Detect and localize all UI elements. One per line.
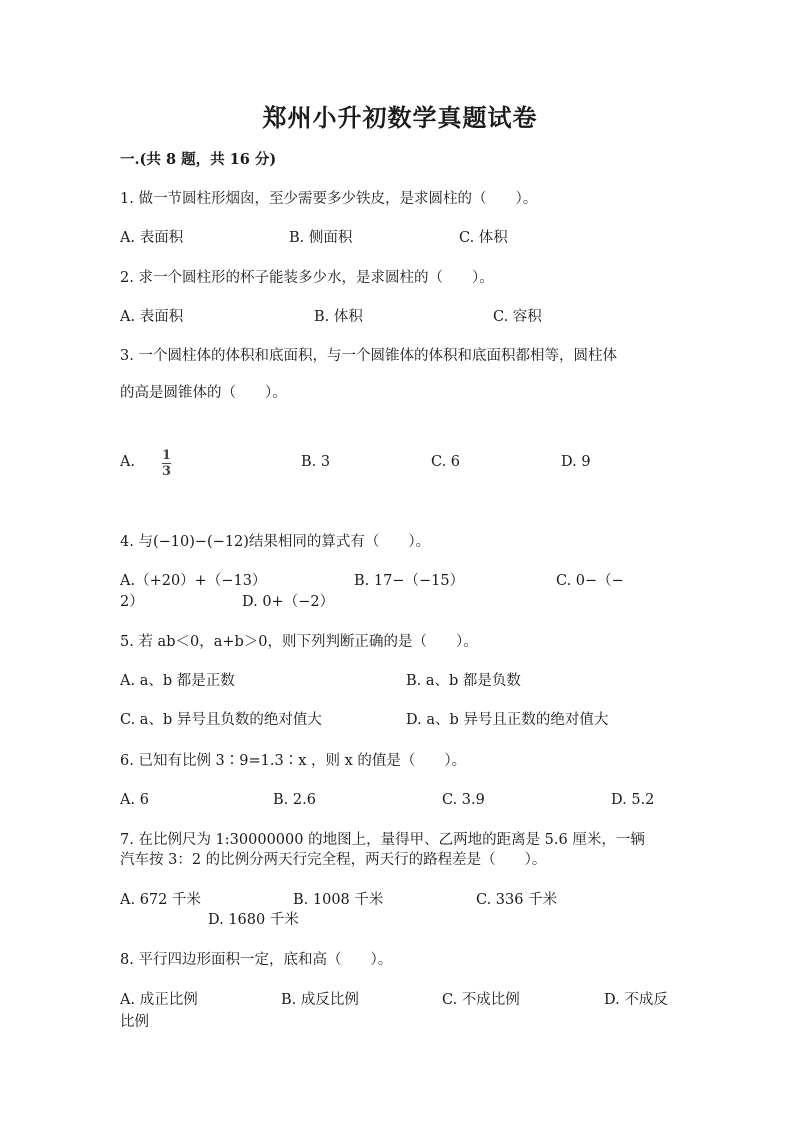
question-5-option-c: C. a、b 异号且负数的绝对值大 [120, 712, 322, 728]
question-6-option-a: A. 6 [120, 792, 149, 808]
question-3-stem-line-1: 3. 一个圆柱体的体积和底面积，与一个圆锥体的体积和底面积都相等，圆柱体 [120, 348, 617, 364]
question-5-option-b: B. a、b 都是负数 [406, 673, 521, 689]
question-7-stem-line-2: 汽车按 3：2 的比例分两天行完全程，两天行的路程差是（ ）。 [120, 852, 547, 868]
question-7-option-a: A. 672 千米 [120, 892, 201, 908]
question-1-option-c: C. 体积 [459, 230, 508, 246]
question-3-option-d: D. 9 [561, 454, 591, 470]
question-5-option-a: A. a、b 都是正数 [120, 673, 235, 689]
question-8-option-a: A. 成正比例 [120, 992, 198, 1008]
question-8-stem: 8. 平行四边形面积一定，底和高（ ）。 [120, 952, 393, 968]
question-3-option-b: B. 3 [301, 454, 331, 470]
question-3-option-c: C. 6 [431, 454, 461, 470]
question-8-option-c: C. 不成比例 [442, 992, 520, 1008]
question-4-option-c-continued: 2） [120, 594, 144, 610]
question-7-option-c: C. 336 千米 [476, 892, 558, 908]
fraction-one-third [162, 449, 171, 478]
question-1-option-a: A. 表面积 [120, 230, 184, 246]
question-8-option-d-continued: 比例 [120, 1014, 149, 1030]
question-3-stem-line-2: 的高是圆锥体的（ ）。 [120, 385, 287, 401]
question-5-stem: 5. 若 ab＜0，a+b＞0，则下列判断正确的是（ ）。 [120, 634, 478, 650]
page-title: 郑州小升初数学真题试卷 [262, 103, 538, 132]
question-2-option-a: A. 表面积 [120, 309, 184, 325]
question-4-option-d: D. 0+（−2） [242, 594, 335, 610]
question-6-option-c: C. 3.9 [442, 792, 485, 808]
question-1-option-b: B. 侧面积 [289, 230, 353, 246]
question-7-stem-line-1: 7. 在比例尺为 1:30000000 的地图上，量得甲、乙两地的距离是 5.6 厘米，一辆 [120, 832, 645, 848]
question-5-option-d: D. a、b 异号且正数的绝对值大 [406, 712, 609, 728]
question-8-option-d: D. 不成反 [604, 992, 668, 1008]
question-3-option-a: A. [120, 454, 136, 470]
fraction-denominator: 3 [162, 464, 172, 479]
question-4-stem: 4. 与(−10)−(−12)结果相同的算式有（ ）。 [120, 534, 431, 550]
question-2-option-b: B. 体积 [314, 309, 363, 325]
section-heading: 一.(共 8 题，共 16 分) [120, 151, 277, 168]
question-2-stem: 2. 求一个圆柱形的杯子能装多少水，是求圆柱的（ ）。 [120, 270, 494, 286]
question-1-stem: 1. 做一节圆柱形烟囱，至少需要多少铁皮，是求圆柱的（ ）。 [120, 191, 538, 207]
question-6-stem: 6. 已知有比例 3∶9=1.3∶x ，则 x 的值是（ ）。 [120, 753, 467, 769]
question-2-option-c: C. 容积 [493, 309, 542, 325]
question-4-option-b: B. 17−（−15） [354, 573, 465, 589]
question-8-option-b: B. 成反比例 [281, 992, 359, 1008]
fraction-numerator: 1 [162, 448, 172, 463]
question-7-option-d: D. 1680 千米 [208, 912, 299, 928]
question-6-option-d: D. 5.2 [611, 792, 655, 808]
question-4-option-c: C. 0−（− [556, 573, 624, 589]
question-7-option-b: B. 1008 千米 [293, 892, 384, 908]
question-4-option-a: A.（+20）+（−13） [120, 573, 267, 589]
question-6-option-b: B. 2.6 [273, 792, 316, 808]
